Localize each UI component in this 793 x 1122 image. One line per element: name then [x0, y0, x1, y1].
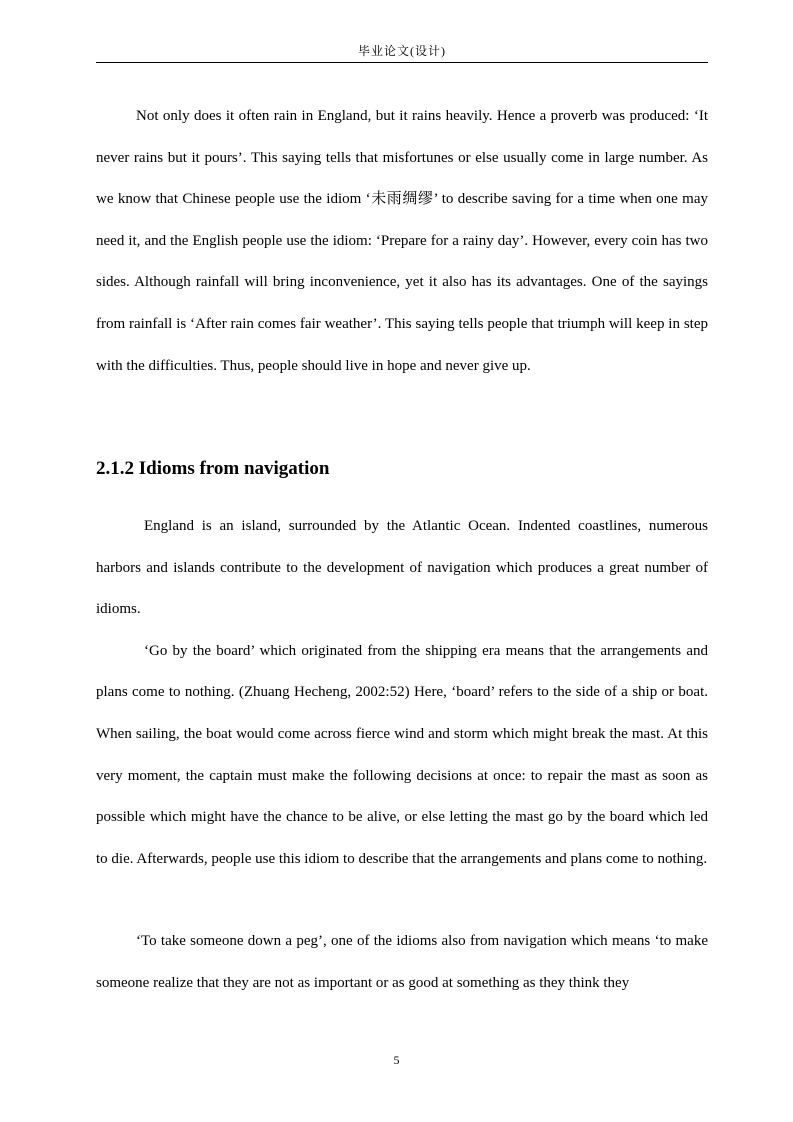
- page-header: [96, 40, 708, 63]
- paragraph-take-down-a-peg: ‘To take someone down a peg’, one of the idioms also from navigation which means ‘to make someone realize that they are not as important or as good at something as they think they: [96, 933, 708, 991]
- body-text-intro: [96, 96, 708, 387]
- body-text-continued: [96, 921, 708, 1004]
- body-text-navigation: [96, 506, 708, 880]
- page-number: 5: [393, 1053, 400, 1067]
- paragraph-england-island: England is an island, surrounded by the Atlantic Ocean. Indented coastlines, numerous harbors and islands contribute to the development of navigation which produces a great number of idioms.: [96, 518, 708, 618]
- header-title: 毕业论文(设计): [358, 44, 446, 58]
- section-heading: 2.1.2 Idioms from navigation: [96, 458, 330, 479]
- paragraph-rain-proverb: Not only does it often rain in England, but it rains heavily. Hence a proverb was produced: ‘It never rains but it pours’. This saying tells that misfortunes or else usually come in large number. As we know that Chinese people use the idiom ‘未雨绸缪’ to describe saving for a time when one may need it, and the English people use the idiom: ‘Prepare for a rainy day’. However, every coin has two sides. Although rainfall will bring inconvenience, yet it also has its advantages. One of the sayings from rainfall is ‘After rain comes fair weather’. This saying tells people that triumph will keep in step with the difficulties. Thus, people should live in hope and never give up.: [96, 108, 708, 374]
- paragraph-go-by-the-board: ‘Go by the board’ which originated from the shipping era means that the arrangements and plans come to nothing. (Zhuang Hecheng, 2002:52) Here, ‘board’ refers to the side of a ship or boat. When sailing, the boat would come across fierce wind and storm which might break the mast. At this very moment, the captain must make the following decisions at once: to repair the mast as soon as possible which might have the chance to be alive, or else letting the mast go by the board which led to die. Afterwards, people use this idiom to describe that the arrangements and plans come to nothing.: [96, 642, 708, 867]
